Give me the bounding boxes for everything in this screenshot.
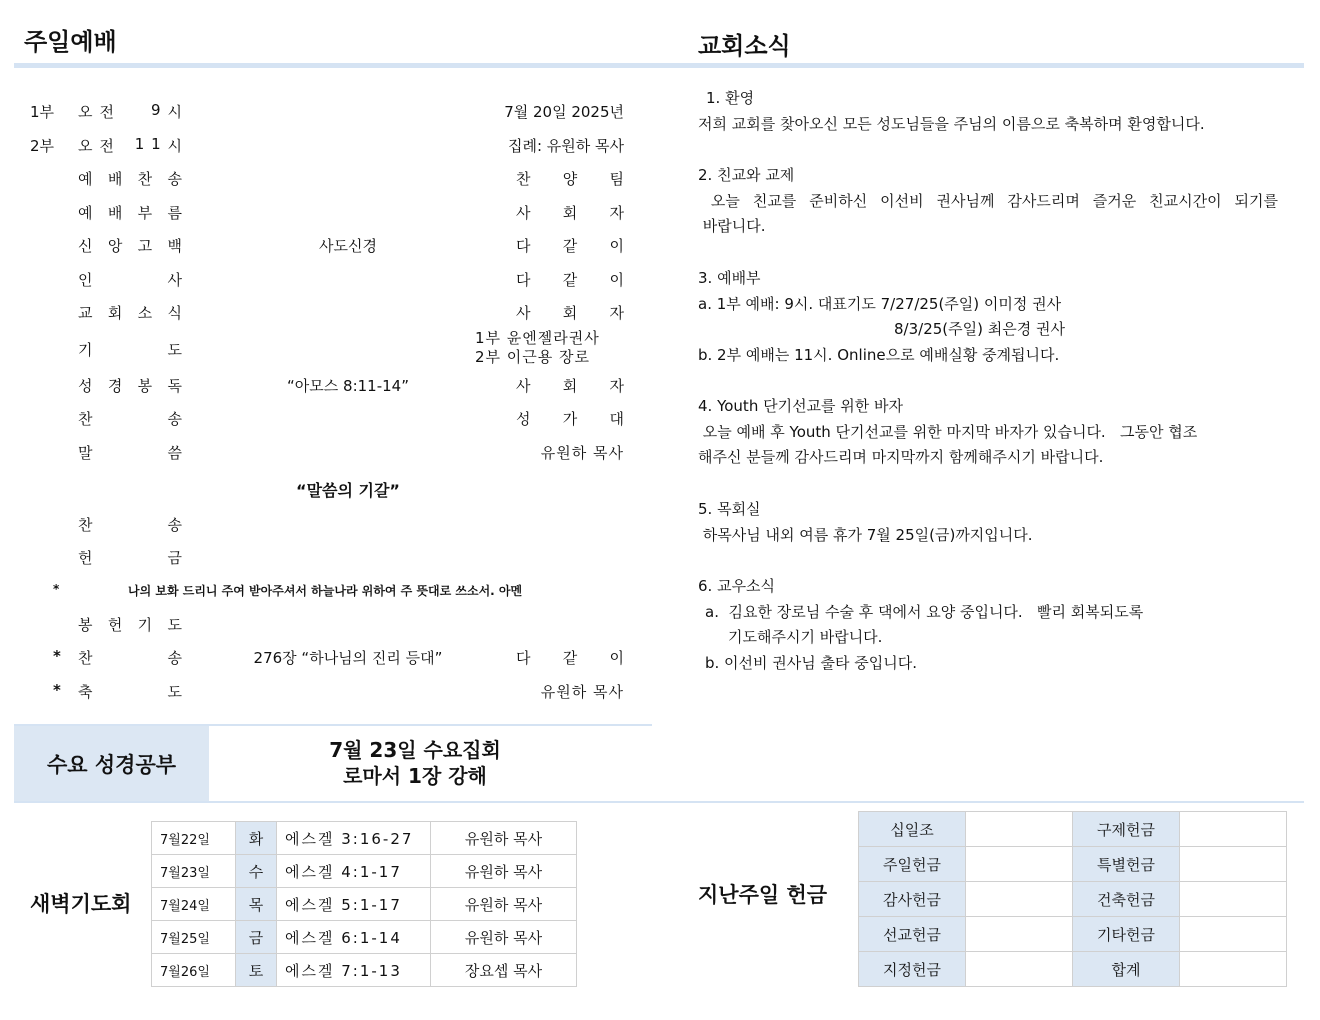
leader-cell: 유원하 목사 — [431, 822, 577, 855]
news-item — [698, 266, 1278, 394]
order-who — [516, 408, 624, 429]
char: 름 — [167, 204, 182, 222]
order-mid: 사도신경 — [319, 237, 377, 255]
char: 회 — [107, 304, 123, 322]
day-cell: 목 — [236, 888, 277, 921]
order-item — [78, 614, 182, 635]
date-cell: 7월23일 — [152, 855, 236, 888]
order-who — [516, 302, 624, 323]
char: 다 — [516, 271, 531, 289]
dawn-schedule-table — [151, 821, 577, 987]
order-row — [0, 235, 660, 259]
scripture-cell: 에스겔 4:1-17 — [277, 855, 431, 888]
char: 사 — [516, 204, 531, 222]
date-cell: 7월24일 — [152, 888, 236, 921]
order-item — [78, 339, 182, 360]
char: 자 — [609, 377, 624, 395]
char: 고 — [137, 237, 153, 255]
char: 자 — [609, 304, 624, 322]
char: 이 — [609, 237, 624, 255]
char: 찬 — [78, 410, 93, 428]
header-divider — [14, 63, 1304, 68]
scripture-cell: 에스겔 5:1-17 — [277, 888, 431, 921]
order-who — [516, 202, 624, 223]
char: 1 — [151, 135, 161, 153]
amount-cell — [1180, 812, 1287, 847]
leader-cell: 유원하 목사 — [431, 921, 577, 954]
amount-cell — [966, 812, 1073, 847]
char: 찬 — [78, 516, 93, 534]
char: 가 — [562, 410, 578, 428]
order-item — [78, 302, 182, 323]
prayer-leader-1: 1부 윤엔젤라권사 — [475, 329, 600, 347]
service-2-label: 2부 — [30, 137, 55, 155]
scripture-reading: “아모스 8:11-14” — [287, 377, 409, 395]
news-item — [698, 574, 1278, 676]
news-item — [698, 497, 1278, 574]
news-item-line: 해주신 분들께 감사드리며 마지막까지 함께해주시기 바랍니다. — [698, 448, 1104, 466]
char: 송 — [167, 649, 182, 667]
news-item-head: 1. 환영 — [706, 89, 755, 107]
offering-table — [858, 811, 1287, 987]
section-divider — [14, 801, 1304, 803]
table-row — [859, 812, 1287, 847]
news-item-line: 오늘 예배 후 Youth 단기선교를 위한 마지막 바자가 있습니다. 그동안 협조 — [698, 422, 1198, 441]
order-row — [0, 269, 660, 293]
char: 같 — [562, 649, 578, 667]
order-row — [0, 168, 660, 192]
presider: 집례: 유원하 목사 — [507, 137, 624, 155]
benediction-row — [0, 681, 660, 705]
news-item-head: 3. 예배부 — [698, 269, 761, 287]
order-row — [0, 442, 660, 466]
amount-cell — [1180, 882, 1287, 917]
table-row — [859, 847, 1287, 882]
table-row — [152, 888, 577, 921]
wednesday-info — [209, 726, 621, 802]
char: 찬 — [78, 649, 93, 667]
offering-type-cell: 주일헌금 — [859, 847, 966, 882]
order-who — [516, 647, 624, 668]
leader-cell: 유원하 목사 — [431, 888, 577, 921]
offering-type-cell: 특별헌금 — [1073, 847, 1180, 882]
news-item-line: 바랍니다. — [698, 217, 766, 235]
char: 헌 — [107, 616, 123, 634]
order-item — [78, 375, 182, 396]
order-row — [0, 302, 660, 326]
leader-cell: 유원하 목사 — [431, 855, 577, 888]
sermon-title: “말씀의 기갈” — [296, 481, 400, 500]
char: 자 — [609, 204, 624, 222]
news-item-line: a. 1부 예배: 9시. 대표기도 7/27/25(주일) 이미정 권사 — [698, 294, 1062, 313]
order-row — [0, 375, 660, 399]
table-row — [859, 882, 1287, 917]
char: 양 — [562, 170, 578, 188]
char: 사 — [167, 271, 182, 289]
char: 같 — [562, 237, 578, 255]
order-who — [516, 168, 624, 189]
news-title: 교회소식 — [698, 32, 791, 60]
char: 송 — [167, 516, 182, 534]
order-row — [0, 614, 660, 638]
news-item-line: b. 이선비 권사님 출타 중입니다. — [705, 653, 918, 672]
prayer-leaders — [475, 329, 600, 367]
day-cell: 금 — [236, 921, 277, 954]
char: 전 — [99, 103, 114, 121]
char: 회 — [562, 204, 578, 222]
char: 배 — [107, 204, 123, 222]
news-item-line: 8/3/25(주일) 최은경 권사 — [894, 320, 1065, 338]
char: 송 — [167, 170, 182, 188]
star-marker: * — [53, 647, 61, 665]
news-item-line: 하목사님 내외 여름 휴가 7월 25일(금)까지입니다. — [698, 525, 1033, 544]
char: 찬 — [137, 170, 153, 188]
offering-type-cell: 지정헌금 — [859, 952, 966, 987]
char: 백 — [167, 237, 182, 255]
news-item-head: 2. 친교와 교제 — [698, 166, 795, 184]
order-item — [78, 269, 182, 290]
service-2-time — [78, 135, 182, 156]
day-cell: 토 — [236, 954, 277, 987]
offering-type-cell: 건축헌금 — [1073, 882, 1180, 917]
news-item-line: b. 2부 예배는 11시. Online으로 예배실황 중계됩니다. — [698, 345, 1060, 364]
offering-type-cell: 선교헌금 — [859, 917, 966, 952]
char: 이 — [609, 649, 624, 667]
scripture-cell: 에스겔 7:1-13 — [277, 954, 431, 987]
offering-type-cell: 합계 — [1073, 952, 1180, 987]
char: 신 — [78, 237, 93, 255]
char: 이 — [609, 271, 624, 289]
dawn-prayer-label: 새벽기도회 — [30, 892, 132, 916]
service-2-row — [0, 135, 660, 159]
offering-type-cell: 구제헌금 — [1073, 812, 1180, 847]
order-item — [78, 235, 182, 256]
wednesday-line-1: 7월 23일 수요집회 — [329, 738, 501, 762]
char: 9 — [150, 101, 161, 119]
char: 교 — [78, 304, 93, 322]
char: 전 — [99, 137, 114, 155]
char: 식 — [167, 304, 182, 322]
char: 예 — [78, 170, 93, 188]
day-cell: 수 — [236, 855, 277, 888]
offering-prayer-text: 나의 보화 드리니 주여 받아주셔서 하늘나라 위하여 주 뜻대로 쓰소서. 아멘 — [128, 584, 523, 598]
char: 시 — [167, 103, 182, 121]
char: 성 — [78, 377, 93, 395]
char: 독 — [167, 377, 182, 395]
service-1-row — [0, 101, 660, 125]
char: 봉 — [78, 616, 93, 634]
hymn-title: 276장 “하나님의 진리 등대” — [253, 649, 443, 667]
benediction-who: 유원하 목사 — [540, 683, 624, 701]
order-who — [516, 235, 624, 256]
offering-prayer-row — [0, 582, 660, 606]
service-date: 7월 20일 2025년 — [504, 103, 624, 121]
char: 송 — [167, 410, 182, 428]
news-item-line: 기도해주시기 바랍니다. — [728, 628, 883, 646]
order-who — [516, 375, 624, 396]
table-row — [859, 917, 1287, 952]
table-row — [859, 952, 1287, 987]
char: 부 — [137, 204, 153, 222]
worship-title: 주일예배 — [24, 28, 117, 56]
order-item — [78, 647, 182, 668]
char: 시 — [167, 137, 182, 155]
char: 사 — [516, 304, 531, 322]
char: 기 — [78, 341, 93, 359]
char: 말 — [78, 444, 93, 462]
char: 같 — [562, 271, 578, 289]
char: 사 — [516, 377, 531, 395]
preacher: 유원하 목사 — [540, 444, 624, 462]
prayer-leader-2: 2부 이근용 장로 — [475, 348, 591, 366]
table-row — [152, 855, 577, 888]
char: 예 — [78, 204, 93, 222]
table-row — [152, 921, 577, 954]
amount-cell — [966, 847, 1073, 882]
offering-type-cell: 십일조 — [859, 812, 966, 847]
offering-label: 지난주일 헌금 — [698, 883, 828, 907]
char: 도 — [167, 341, 182, 359]
table-row — [152, 822, 577, 855]
amount-cell — [966, 917, 1073, 952]
service-1-label: 1부 — [30, 103, 55, 121]
date-cell: 7월25일 — [152, 921, 236, 954]
order-row — [0, 514, 660, 538]
news-item — [698, 394, 1278, 497]
char: 대 — [609, 410, 624, 428]
char: 다 — [516, 649, 531, 667]
order-row — [0, 408, 660, 432]
order-row — [0, 547, 660, 571]
table-row — [152, 954, 577, 987]
news-item-line: a. 김요한 장로님 수술 후 댁에서 요양 중입니다. 빨리 회복되도록 — [705, 602, 1144, 621]
scripture-cell: 에스겔 6:1-14 — [277, 921, 431, 954]
news-item-head: 6. 교우소식 — [698, 577, 776, 595]
char: 인 — [78, 271, 93, 289]
leader-cell: 장요셉 목사 — [431, 954, 577, 987]
char: 찬 — [516, 170, 531, 188]
char: 1 — [134, 135, 145, 153]
date-cell: 7월22일 — [152, 822, 236, 855]
offering-type-cell: 기타헌금 — [1073, 917, 1180, 952]
news-list — [698, 86, 1278, 676]
service-1-time — [78, 101, 182, 122]
news-item-head: 4. Youth 단기선교를 위한 바자 — [698, 397, 904, 415]
news-item-line: 저희 교회를 찾아오신 모든 성도님들을 주님의 이름으로 축복하며 환영합니다. — [698, 114, 1205, 133]
news-item — [698, 163, 1278, 266]
char: 축 — [78, 683, 93, 701]
amount-cell — [966, 952, 1073, 987]
char: 봉 — [137, 377, 153, 395]
char: 배 — [107, 170, 123, 188]
amount-cell — [1180, 952, 1287, 987]
char: 오 — [78, 137, 93, 155]
offering-type-cell: 감사헌금 — [859, 882, 966, 917]
wednesday-label: 수요 성경공부 — [14, 726, 209, 802]
char: 팀 — [609, 170, 624, 188]
order-row — [0, 202, 660, 226]
amount-cell — [1180, 917, 1287, 952]
char: 소 — [137, 304, 153, 322]
news-item-head: 5. 목회실 — [698, 500, 761, 518]
char: 성 — [516, 410, 531, 428]
order-item — [78, 547, 182, 568]
char: 도 — [167, 616, 182, 634]
char: 앙 — [107, 237, 123, 255]
order-item — [78, 681, 182, 702]
news-item-line: 오늘 친교를 준비하신 이선비 권사님께 감사드리며 즐거운 친교시간이 되기를 — [698, 191, 1278, 210]
char: 금 — [167, 549, 182, 567]
order-item — [78, 408, 182, 429]
char: 경 — [107, 377, 123, 395]
char: 오 — [78, 103, 93, 121]
order-who — [516, 269, 624, 290]
char: 도 — [167, 683, 182, 701]
char: 헌 — [78, 549, 93, 567]
char: 기 — [137, 616, 153, 634]
order-item — [78, 442, 182, 463]
order-item — [78, 514, 182, 535]
char: 씀 — [167, 444, 182, 462]
news-item — [698, 86, 1278, 163]
star-marker: * — [53, 681, 61, 699]
wednesday-line-2: 로마서 1장 강해 — [343, 764, 487, 788]
order-item — [78, 168, 182, 189]
char: 회 — [562, 377, 578, 395]
day-cell: 화 — [236, 822, 277, 855]
char: 회 — [562, 304, 578, 322]
amount-cell — [966, 882, 1073, 917]
date-cell: 7월26일 — [152, 954, 236, 987]
star-marker: * — [53, 582, 60, 596]
amount-cell — [1180, 847, 1287, 882]
char: 다 — [516, 237, 531, 255]
hymn-row — [0, 647, 660, 671]
order-item — [78, 202, 182, 223]
scripture-cell: 에스겔 3:16-27 — [277, 822, 431, 855]
